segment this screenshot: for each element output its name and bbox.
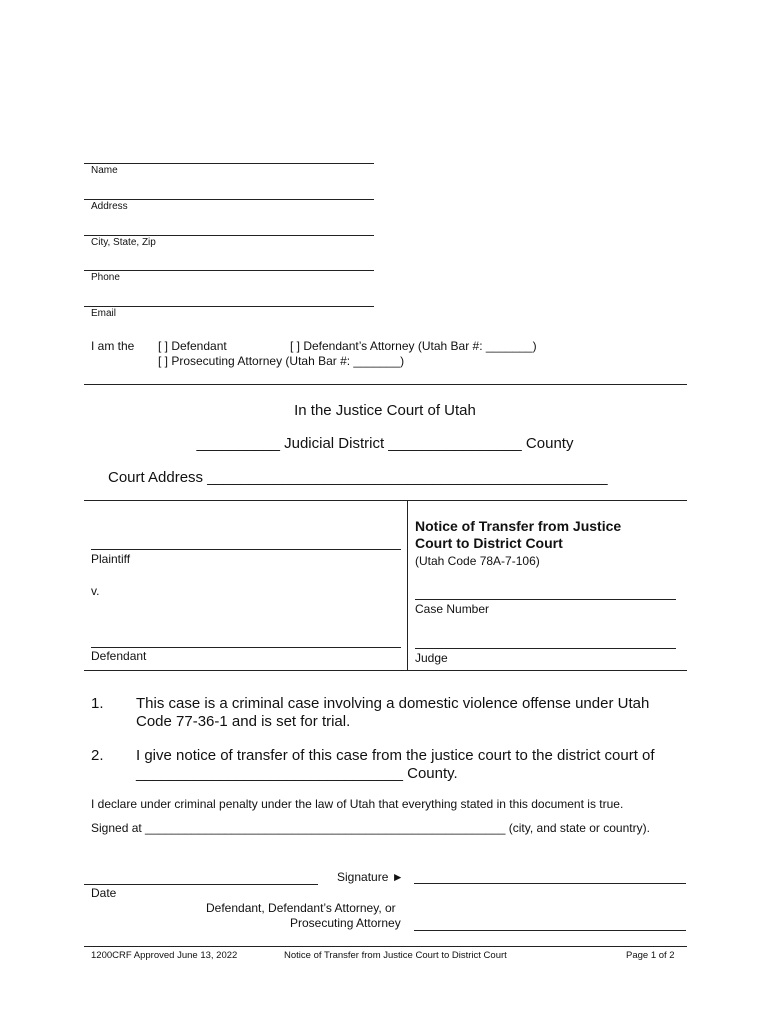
date-line[interactable] (84, 884, 318, 885)
footer-page-number: Page 1 of 2 (626, 950, 675, 961)
email-label: Email (91, 308, 117, 319)
phone-line (84, 270, 374, 271)
address-line (84, 199, 374, 200)
city-line (84, 235, 374, 236)
item-1-number: 1. (91, 695, 104, 712)
signature-line[interactable] (414, 883, 686, 884)
role-intro: I am the (91, 339, 135, 353)
declaration-text: I declare under criminal penalty under the law of Utah that everything stated in this document is true. (91, 797, 624, 811)
district-line: __________ Judicial District ________________ County (196, 435, 574, 452)
signer-role-line[interactable] (414, 930, 686, 931)
caption-divider (407, 500, 408, 670)
caption-bottom-line (84, 670, 687, 671)
item-2-text: I give notice of transfer of this case from the justice court to the district court of ________________________________ County. (136, 747, 655, 782)
name-label: Name (91, 165, 118, 176)
footer-form-id: 1200CRF Approved June 13, 2022 (91, 950, 238, 961)
defendant-label: Defendant (91, 649, 147, 663)
phone-label: Phone (91, 272, 120, 283)
item-1-text: This case is a criminal case involving a domestic violence offense under Utah Code 77-36-1 and is set for trial. (136, 695, 650, 730)
statute-reference: (Utah Code 78A-7-106) (415, 554, 540, 568)
court-title: In the Justice Court of Utah (294, 402, 476, 419)
date-label: Date (91, 886, 117, 900)
signed-at-line[interactable]: Signed at ______________________________________________________ (city, and state or country). (91, 821, 650, 835)
defendant-line[interactable] (91, 647, 401, 648)
case-number-label: Case Number (415, 602, 490, 616)
caption-top-line (84, 500, 687, 501)
name-line (84, 163, 374, 164)
document-title: Notice of Transfer from Justice Court to District Court (415, 518, 622, 551)
footer-title: Notice of Transfer from Justice Court to District Court (284, 950, 507, 961)
signer-role-line2: Prosecuting Attorney (290, 916, 401, 930)
court-address-line: Court Address ________________________________________________ (108, 469, 608, 486)
case-number-line[interactable] (415, 599, 676, 600)
signer-role-line1: Defendant, Defendant’s Attorney, or (206, 901, 396, 915)
plaintiff-label: Plaintiff (91, 552, 131, 566)
judge-line[interactable] (415, 648, 676, 649)
address-label: Address (91, 201, 128, 212)
judge-label: Judge (415, 651, 448, 665)
footer-divider (84, 946, 687, 947)
item-2-number: 2. (91, 747, 104, 764)
versus-label: v. (91, 584, 100, 598)
role-defendant-checkbox[interactable]: [ ] Defendant (158, 339, 227, 353)
plaintiff-line[interactable] (91, 549, 401, 550)
email-line (84, 306, 374, 307)
city-label: City, State, Zip (91, 237, 156, 248)
header-divider (84, 384, 687, 385)
role-prosecuting-attorney-checkbox[interactable]: [ ] Prosecuting Attorney (Utah Bar #: _______) (158, 354, 405, 368)
signature-label: Signature ► (337, 870, 404, 884)
role-defendant-attorney-checkbox[interactable]: [ ] Defendant’s Attorney (Utah Bar #: _______) (290, 339, 537, 353)
